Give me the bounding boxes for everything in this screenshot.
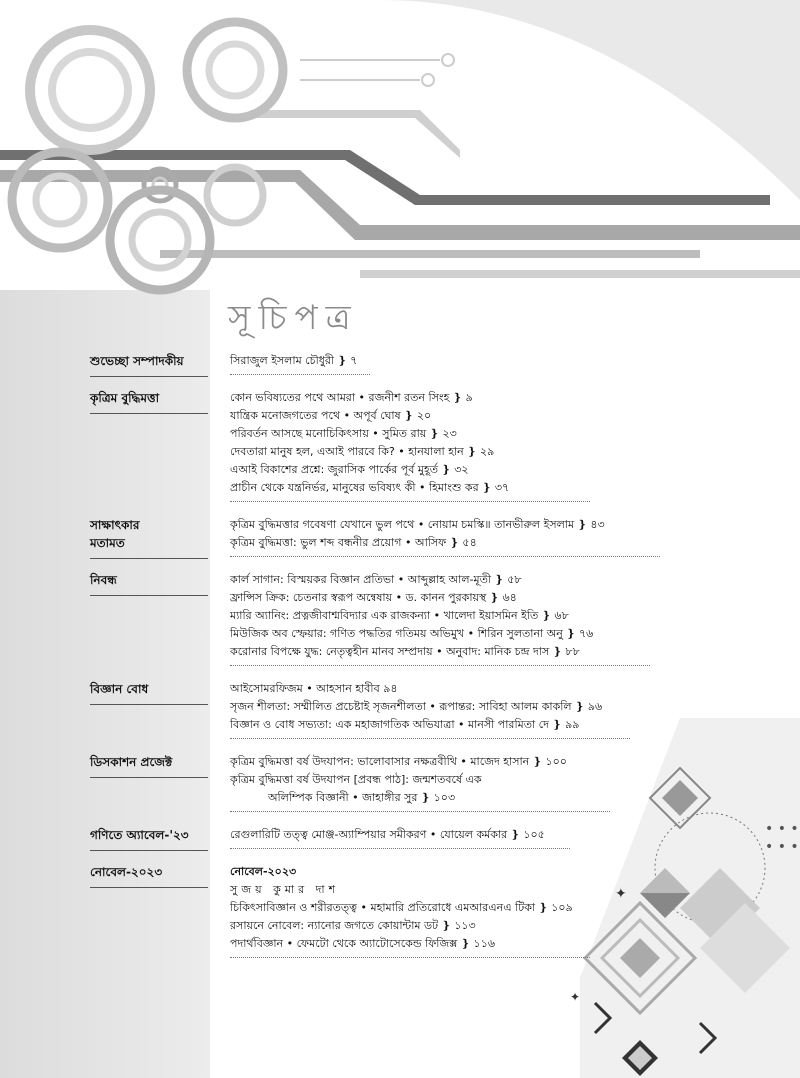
toc-entry: চিকিৎসাবিজ্ঞান ও শরীরতত্ত্ব • মহামারি প্রতিরোধে এমআরএনএ টিকা ❵ ১০৯	[230, 901, 573, 914]
toc-entry: করোনার বিপক্ষে যুদ্ধ: নেতৃত্বহীন মানব সম্প্রদায় • অনুবাদ: মানিক চন্দ্র দাস ❵ ৮৮	[230, 645, 580, 658]
toc-entry: রেগুলারিটি তত্ত্ব মোঞ্জ-অ্যাম্পিয়ার সমীকরণ • যোয়েল কর্মকার ❵ ১০৫	[230, 828, 545, 841]
section-label: কৃত্রিম বুদ্ধিমত্তা	[90, 389, 208, 414]
toc-section	[0, 863, 800, 958]
toc-section	[0, 753, 800, 812]
toc-entry: কার্ল সাগান: বিস্ময়কর বিজ্ঞান প্রতিভা • আব্দুল্লাহ আল-মূতী ❵ ৫৮	[230, 573, 522, 586]
section-label: ডিসকাশন প্রজেক্ট	[90, 753, 208, 778]
svg-text:✦: ✦	[570, 990, 581, 1004]
dotted-divider	[230, 844, 570, 849]
section-label: গণিতে অ্যাবেল-'২৩	[90, 826, 208, 851]
toc-entry: সৃজন শীলতা: সম্মীলিত প্রচেষ্টাই সৃজনশীলতা • রূপান্তর: সাবিহা আলম কাকলি ❵ ৯৬	[230, 700, 603, 713]
dotted-divider	[230, 953, 590, 958]
toc-entry: সুজয় কুমার দাশ	[230, 883, 340, 896]
dotted-divider	[230, 370, 370, 375]
toc-entry: এআই বিকাশের প্রশ্নে: জুরাসিক পার্কের পূর্ব মুহূর্ত ❵ ৩২	[230, 463, 469, 476]
toc-entry: দেবতারা মানুষ হল, এআই পারবে কি? • হানযালা হান ❵ ২৯	[230, 445, 495, 458]
toc-entry: কৃত্রিম বুদ্ধিমত্তা বর্ষ উদযাপন [প্রবন্ধ পাঠ]: জন্মশতবর্ষে এক	[230, 773, 482, 786]
dotted-divider	[230, 497, 590, 502]
toc-section	[0, 680, 800, 739]
svg-text:• • •: • • •	[765, 821, 799, 837]
page-title: সূচিপত্র	[228, 298, 359, 338]
dotted-divider	[230, 807, 610, 812]
svg-text:✦: ✦	[615, 886, 627, 902]
toc-entry: কৃত্রিম বুদ্ধিমত্তা: ভুল শব্দ বন্ধনীর প্রয়োগ • আসিফ ❵ ৫৪	[230, 536, 477, 549]
toc-section	[0, 352, 800, 375]
toc-entry: ফ্রান্সিস ক্রিক: চেতনার স্বরূপ অন্বেষায় • ড. কানন পুরকায়স্থ ❵ ৬৪	[230, 591, 517, 604]
toc-entry: অলিম্পিক বিজ্ঞানী • জাহাঙ্গীর সুর ❵ ১০৩	[268, 791, 456, 804]
toc-section	[0, 571, 800, 666]
table-of-contents	[0, 352, 800, 972]
section-label: নোবেল-২০২৩	[90, 863, 208, 888]
toc-entry: বিজ্ঞান ও বোধ সভ্যতা: এক মহাজাগতিক অভিযাত্রা • মানসী পারমিতা দে ❵ ৯৯	[230, 718, 580, 731]
toc-section	[0, 826, 800, 849]
section-label: সাক্ষাৎকার মতামত	[90, 516, 208, 559]
toc-entry: কোন ভবিষ্যতের পথে আমরা • রজনীশ রতন সিংহ ❵ ৯	[230, 391, 473, 404]
toc-entry: যান্ত্রিক মনোজগতের পথে • অপূর্ব ঘোষ ❵ ২০	[230, 409, 432, 422]
toc-entry: প্রাচীন থেকে যন্ত্রনির্ভর, মানুষের ভবিষ্যৎ কী • হিমাংশু কর ❵ ৩৭	[230, 481, 510, 494]
toc-entry: কৃত্রিম বুদ্ধিমত্তা বর্ষ উদযাপন: ভালোবাসার নক্ষত্রবীথি • মাজেদ হাসান ❵ ১০০	[230, 755, 567, 768]
dotted-divider	[230, 661, 650, 666]
toc-entry: নোবেল-২০২৩	[230, 865, 297, 878]
toc-entry: আইসোমরফিজম • আহসান হাবীব ৯৪	[230, 682, 398, 695]
toc-section	[0, 516, 800, 557]
toc-section	[0, 389, 800, 502]
toc-entry: রসায়নে নোবেল: ন্যানোর জগতে কোয়ান্টাম ডট ❵ ১১৩	[230, 919, 476, 932]
toc-entry: সিরাজুল ইসলাম চৌধুরী ❵ ৭	[230, 354, 358, 367]
svg-text:• • •: • • •	[765, 839, 799, 855]
section-label: বিজ্ঞান বোধ	[90, 680, 208, 705]
section-label: নিবন্ধ	[90, 571, 208, 596]
toc-entry: ম্যারি অ্যানিং: প্রত্নজীবাশ্মবিদ্যার এক রাজকন্যা • খালেদা ইয়াসমিন ইতি ❵ ৬৮	[230, 609, 569, 622]
toc-entry: পদার্থবিজ্ঞান • ফেমটো থেকে অ্যাটোসেকেন্ড ফিজিক্স ❵ ১১৬	[230, 937, 495, 950]
dotted-divider	[230, 734, 630, 739]
section-label: শুভেচ্ছা সম্পাদকীয়	[90, 352, 208, 377]
toc-entry: মিউজিক অব স্ফেয়ার: গণিত পদ্ধতির গতিময় অভিমুখ • শিরিন সুলতানা অনু ❵ ৭৬	[230, 627, 594, 640]
hero-graphic	[0, 0, 800, 300]
toc-entry: পরিবর্তন আসছে মনোচিকিৎসায় • সুমিত রায় ❵ ২৩	[230, 427, 457, 440]
toc-entry: কৃত্রিম বুদ্ধিমত্তার গবেষণা যেখানে ভুল পথে • নোয়াম চমস্কি॥ তানভীরুল ইসলাম ❵ ৪৩	[230, 518, 605, 531]
dotted-divider	[230, 552, 660, 557]
